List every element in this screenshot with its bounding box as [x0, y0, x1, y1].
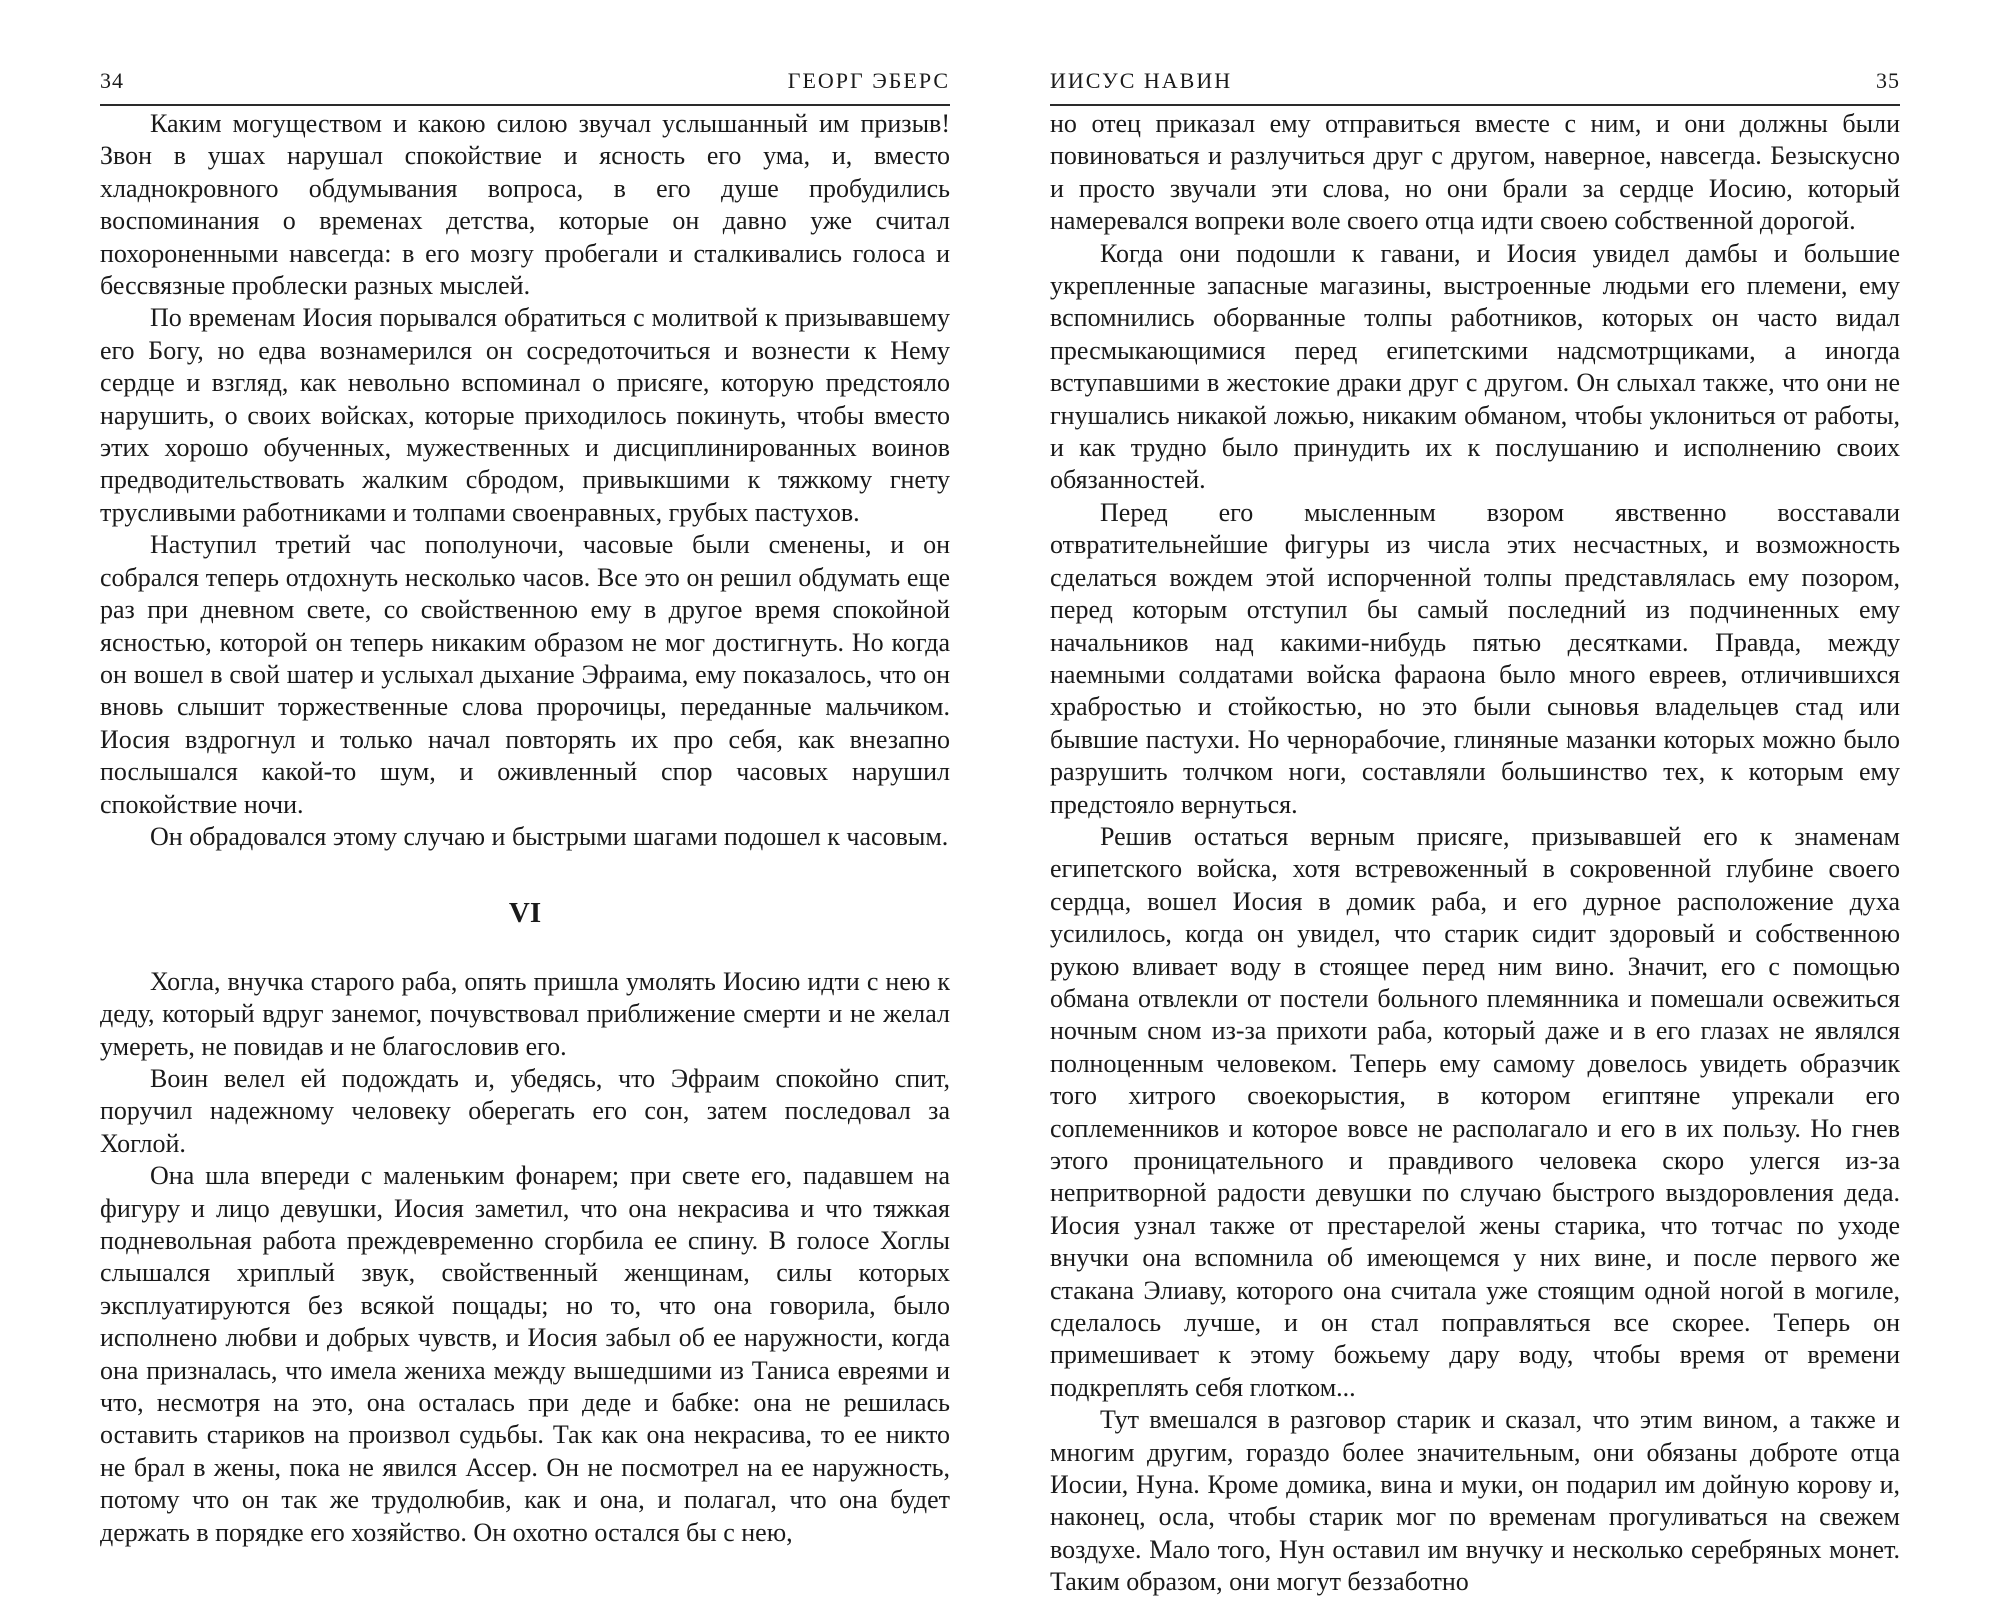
right-page — [1050, 0, 1900, 1597]
paragraph: Он обрадовался этому случаю и быстрыми шагами подошел к часовым. — [150, 821, 949, 851]
paragraph: но отец приказал ему отправиться вместе с ним, и они должны были повиноваться и разлучиться друг с другом, наверное, навсегда. Безыскусно и просто звучали эти слова, но они брали за сердце Иосию, который намеревался вопреки воле своего отца идти своею собственной дорогой. — [1050, 109, 1900, 236]
page-number-right: 35 — [1876, 68, 1900, 93]
paragraph: Перед его мысленным взором явственно восставали отвратительнейшие фигуры из числа этих несчастных, и возможность сделаться вождем этой испорченной толпы представлялась ему позором, перед которым отступил бы самый последний из подчиненных ему начальников над какими-нибудь пятью десятками. Правда, между наемными солдатами войска фараона было много евреев, отличившихся храбростью и стойкостью, но это были сыновья владельцев стад или бывшие пастухи. Но чернорабочие, глиняные мазанки которых можно было разрушить толчком ноги, составляли большинство тех, к которым ему предстояло вернуться. — [1050, 497, 1900, 819]
right-page-body — [1050, 108, 1900, 1599]
paragraph: Она шла впереди с маленьким фонарем; при свете его, падавшем на фигуру и лицо девушки, Иосия заметил, что она некрасива и что тяжкая подневольная работа преждевременно сгорбила ее спину. В голосе Хоглы слышался хриплый звук, свойственный женщинам, силы которых эксплуатируются без всякой пощады; но то, что она говорила, было исполнено любви и добрых чувств, и Иосия забыл об ее наружности, когда она призналась, что имела жениха между вышедшими из Таниса евреями и что, несмотря на это, она осталась при деде и бабке: она не решилась оставить стариков на произвол судьбы. Так как она некрасива, то ее никто не брал в жены, пока не явился Ассер. Он не посмотрел на ее наружность, потому что он так же трудолюбив, как и она, и полагал, что она будет держать в порядке его хозяйство. Он охотно остался бы с нею, — [100, 1161, 950, 1547]
paragraph: Решив остаться верным присяге, призывавшей его к знаменам египетского войска, хотя встревоженный в сокровенной глубине своего сердца, вошел Иосия в домик раба, и его дурное расположение духа усилилось, когда он увидел, что старик сидит здоровый и собственною рукою вливает воду в стоящее перед ним вино. Значит, его с помощью обмана отвлекли от постели больного племянника и помешали освежиться ночным сном из-за прихоти раба, который даже и в его глазах не являлся полноценным человеком. Теперь ему самому довелось увидеть образчик того хитрого своекорыстия, в котором египтяне упрекали его соплеменников и которое вовсе не располагало и его в их пользу. Но гнев этого проницательного и правдивого человека скоро улегся из-за непритворной радости девушки по случаю быстрого выздоровления деда. Иосия узнал также от престарелой жены старика, что тотчас по уходе внучки она вспомнила об имеющемся у них вине, и после первого же стакана Элиаву, которого она считала уже стоящим одной ногой в могиле, сделалось лучше, и он стал поправляться все скорее. Теперь он примешивает к этому божьему дару воду, чтобы время от времени подкреплять себя глотком... — [1050, 821, 1900, 1402]
paragraph: По временам Иосия порывался обратиться с молитвой к призывавшему его Богу, но едва вознамерился он сосредоточиться и вознести к Нему сердце и взгляд, как невольно вспоминал о присяге, которую предстояло нарушить, о своих войсках, которые приходилось покинуть, чтобы вместо этих хорошо обученных, мужественных и дисциплинированных воинов предводительствовать жалким сбродом, привыкшими к тяжкому гнету трусливыми работниками и толпами своенравных, грубых пастухов. — [100, 303, 950, 527]
running-head-left — [100, 64, 950, 106]
paragraph: Каким могуществом и какою силою звучал услышанный им призыв! Звон в ушах нарушал спокойствие и ясность его ума, и, вместо хладнокровного обдумывания вопроса, в его душе пробудились воспоминания о временах детства, которые он давно уже считал похороненными навсегда: в его мозгу пробегали и сталкивались голоса и бессвязные проблески разных мыслей. — [100, 109, 950, 301]
left-page-body — [100, 108, 950, 1549]
paragraph: Воин велел ей подождать и, убедясь, что Эфраим спокойно спит, поручил надежному человеку оберегать его сон, затем последовал за Хоглой. — [100, 1063, 950, 1158]
page-number-left: 34 — [100, 68, 124, 93]
paragraph: Тут вмешался в разговор старик и сказал, что этим вином, а также и многим другим, гораздо более значительным, они обязаны доброте отца Иосии, Нуна. Кроме домика, вина и муки, он подарил им дойную корову и, наконец, осла, чтобы старик мог по временам прогуливаться на свежем воздухе. Мало того, Нун оставил им внучку и несколько серебряных монет. Таким образом, они могут беззаботно — [1050, 1405, 1900, 1597]
paragraph: Наступил третий час пополуночи, часовые были сменены, и он собрался теперь отдохнуть несколько часов. Все это он решил обдумать еще раз при дневном свете, со свойственною ему в другое время спокойной ясностью, которой он теперь никаким образом не мог достигнуть. Но когда он вошел в свой шатер и услыхал дыхание Эфраима, ему показалось, что он вновь слышит торжественные слова пророчицы, переданные мальчиком. Иосия вздрогнул и только начал повторять их про себя, как внезапно послышался какой-то шум, и оживленный спор часовых нарушил спокойствие ночи. — [100, 530, 950, 819]
running-title-right: ИИСУС НАВИН — [1050, 68, 1233, 93]
paragraph: Когда они подошли к гавани, и Иосия увидел дамбы и большие укрепленные запасные магазины, выстроенные людьми его племени, ему вспомнились оборванные толпы работников, которых он часто видал пресмыкающимися перед египетскими надсмотрщиками, а иногда вступавшими в жестокие драки друг с другом. Он слыхал также, что они не гнушались никакой ложью, никаким обманом, чтобы уклониться от работы, и как трудно было принудить их к послушанию и исполнению своих обязанностей. — [1050, 238, 1900, 495]
chapter-heading: VI — [508, 897, 542, 930]
paragraph: Хогла, внучка старого раба, опять пришла умолять Иосию идти с нею к деду, который вдруг занемог, почувствовал приближение смерти и не желал умереть, не повидав и не благословив его. — [100, 966, 950, 1061]
left-page — [100, 0, 950, 1560]
running-title-left: ГЕОРГ ЭБЕРС — [787, 68, 950, 93]
running-head-right — [1050, 64, 1900, 106]
